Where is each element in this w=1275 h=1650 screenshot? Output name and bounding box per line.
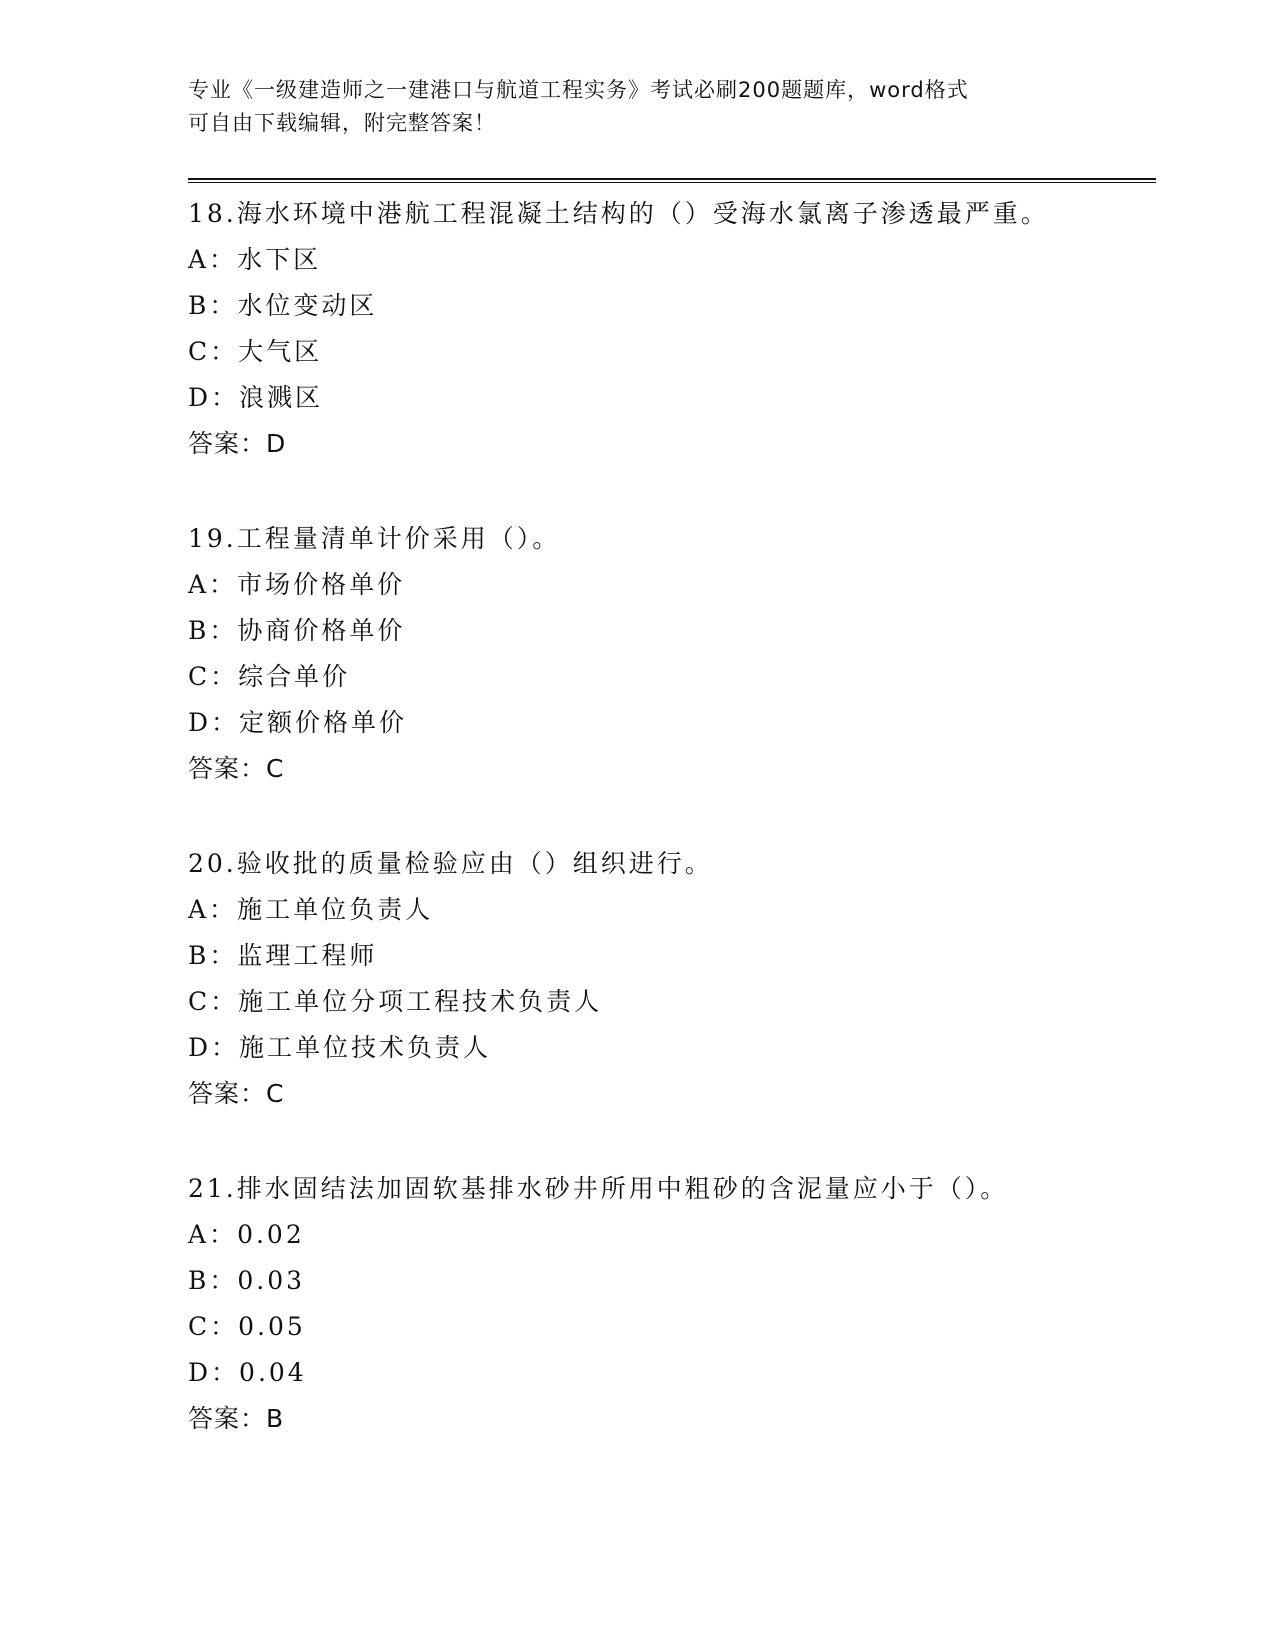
option-letter: A：: [188, 570, 238, 599]
question-18: [188, 191, 1156, 467]
option-b: [188, 1258, 1156, 1304]
option-d: [188, 375, 1156, 421]
option-text: 市场价格单价: [237, 570, 406, 599]
option-letter: C：: [188, 987, 239, 1016]
document-header: [188, 74, 1088, 140]
option-text: 0.03: [237, 1266, 306, 1295]
option-b: [188, 933, 1156, 979]
option-letter: D：: [188, 708, 240, 737]
option-letter: D：: [188, 383, 240, 412]
option-c: [188, 1304, 1156, 1350]
option-text: 监理工程师: [237, 941, 378, 970]
option-a: [188, 562, 1156, 608]
option-text: 0.02: [237, 1220, 305, 1249]
option-b: [188, 608, 1156, 654]
option-letter: A：: [188, 1220, 238, 1249]
question-stem: 21.排水固结法加固软基排水砂井所用中粗砂的含泥量应小于（）。: [188, 1174, 1009, 1203]
option-text: 浪溅区: [239, 383, 324, 412]
option-text: 0.05: [238, 1312, 306, 1341]
option-letter: B：: [188, 1266, 238, 1295]
option-text: 水下区: [237, 245, 322, 274]
option-letter: C：: [188, 662, 239, 691]
option-text: 水位变动区: [237, 291, 378, 320]
option-letter: A：: [188, 245, 238, 274]
option-a: [188, 887, 1156, 933]
answer-line: 答案：B: [188, 1404, 285, 1433]
question-21: [188, 1166, 1156, 1442]
option-letter: D：: [188, 1033, 240, 1062]
answer-line: 答案：C: [188, 754, 285, 783]
option-a: [188, 237, 1156, 283]
header-divider: [188, 178, 1156, 183]
option-c: [188, 329, 1156, 375]
option-letter: D：: [188, 1358, 240, 1387]
question-list: [188, 191, 1156, 1491]
option-text: 施工单位技术负责人: [239, 1033, 492, 1062]
question-stem: 20.验收批的质量检验应由（）组织进行。: [188, 849, 713, 878]
question-19: [188, 516, 1156, 792]
option-letter: B：: [188, 291, 238, 320]
option-c: [188, 979, 1156, 1025]
option-c: [188, 654, 1156, 700]
answer-line: 答案：D: [188, 429, 287, 458]
answer-line: 答案：C: [188, 1079, 285, 1108]
option-letter: B：: [188, 616, 238, 645]
header-line-1: 专业《一级建造师之一建港口与航道工程实务》考试必刷200题题库，word格式: [188, 78, 969, 102]
question-stem: 18.海水环境中港航工程混凝土结构的（）受海水氯离子渗透最严重。: [188, 199, 1049, 228]
option-letter: A：: [188, 895, 238, 924]
option-letter: C：: [188, 1312, 239, 1341]
question-20: [188, 841, 1156, 1117]
option-text: 大气区: [238, 337, 323, 366]
option-text: 施工单位分项工程技术负责人: [238, 987, 603, 1016]
question-stem: 19.工程量清单计价采用（）。: [188, 524, 561, 553]
header-line-2: 可自由下载编辑，附完整答案！: [188, 111, 496, 135]
option-letter: B：: [188, 941, 238, 970]
option-text: 协商价格单价: [237, 616, 406, 645]
option-b: [188, 283, 1156, 329]
option-text: 定额价格单价: [239, 708, 408, 737]
option-text: 0.04: [239, 1358, 307, 1387]
option-d: [188, 1025, 1156, 1071]
option-text: 施工单位负责人: [237, 895, 434, 924]
option-letter: C：: [188, 337, 239, 366]
option-d: [188, 1350, 1156, 1396]
option-d: [188, 700, 1156, 746]
option-text: 综合单价: [238, 662, 351, 691]
option-a: [188, 1212, 1156, 1258]
